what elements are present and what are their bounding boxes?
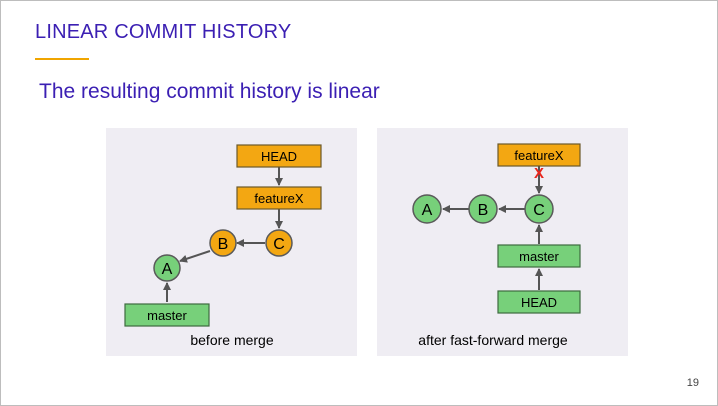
- before-merge-caption: before merge: [190, 332, 274, 348]
- after-merge-caption: after fast-forward merge: [418, 332, 568, 348]
- commit-b-label: B: [477, 202, 489, 219]
- before-merge-diagram: [106, 128, 357, 356]
- commit-a-label: A: [161, 261, 173, 278]
- slide-title: LINEAR COMMIT HISTORY: [35, 21, 292, 43]
- slide-subtitle: The resulting commit history is linear: [39, 80, 380, 103]
- commit-a-label: A: [421, 202, 433, 219]
- commit-b-label: B: [217, 236, 229, 253]
- commit-c-label: C: [273, 236, 285, 253]
- deleted-ref-cross-icon: X: [533, 165, 545, 182]
- before-merge-panel: [106, 128, 357, 356]
- after-merge-diagram: [377, 128, 628, 356]
- page-number: 19: [686, 377, 699, 389]
- head-ref-label: HEAD: [260, 149, 298, 164]
- featurex-ref-label: featureX: [514, 148, 564, 163]
- head-ref-label: HEAD: [520, 295, 558, 310]
- arrow-b-to-a: [180, 251, 210, 261]
- featurex-ref-label: featureX: [254, 191, 304, 206]
- commit-c-label: C: [533, 202, 545, 219]
- after-merge-panel: [377, 128, 628, 356]
- master-ref-label: master: [147, 308, 187, 323]
- title-underline: [35, 58, 89, 60]
- master-ref-label: master: [519, 249, 559, 264]
